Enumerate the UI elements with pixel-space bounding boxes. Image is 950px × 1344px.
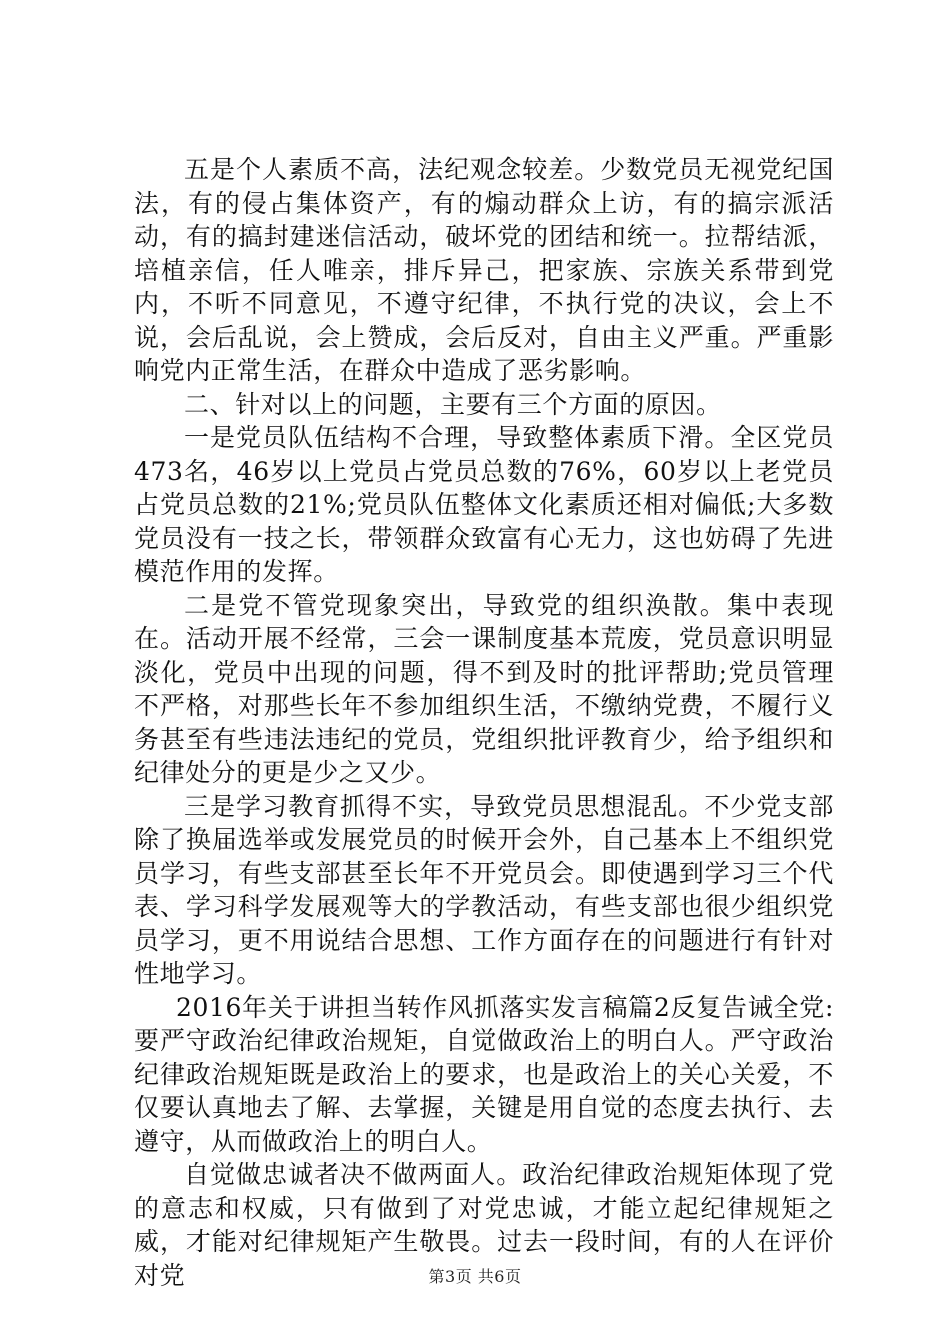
paragraph-study-education: 三是学习教育抓得不实，导致党员思想混乱。不少党支部除了换届选举或发展党员的时候开会外，自己基本上不组织党员学习，有些支部甚至长年不开党员会。即使遇到学习三个代表、学习科学发展观等大的学教活动，有些支部也很少组织党员学习，更不用说结合思想、工作方面存在的问题进行有针对性地学习。	[134, 791, 834, 988]
paragraph-personal-quality: 五是个人素质不高，法纪观念较差。少数党员无视党纪国法，有的侵占集体资产，有的煽动群众上访，有的搞宗派活动，有的搞封建迷信活动，破坏党的团结和统一。拉帮结派，培植亲信，任人唯亲，排斥异己，把家族、宗族关系带到党内，不听不同意见，不遵守纪律，不执行党的决议，会上不说，会后乱说，会上赞成，会后反对，自由主义严重。严重影响党内正常生活，在群众中造成了恶劣影响。	[134, 155, 834, 385]
paragraph-section-two-heading: 二、针对以上的问题，主要有三个方面的原因。	[184, 389, 722, 419]
paragraph-speech-article-two: 2016年关于讲担当转作风抓落实发言稿篇2反复告诫全党:要严守政治纪律政治规矩，自觉做政治上的明白人。严守政治纪律政治规矩既是政治上的要求，也是政治上的关心关爱，不仅要认真地去了解、去掌握，关键是用自觉的态度去执行、去遵守，从而做政治上的明白人。	[134, 992, 834, 1156]
paragraph-loyalty: 自觉做忠诚者决不做两面人。政治纪律政治规矩体现了党的意志和权威，只有做到了对党忠诚，才能立起纪律规矩之威，才能对纪律规矩产生敬畏。过去一段时间，有的人在评价对党	[134, 1160, 834, 1290]
paragraph-member-structure: 一是党员队伍结构不合理，导致整体素质下滑。全区党员473名，46岁以上党员占党员总数的76%，60岁以上老党员占党员总数的21%;党员队伍整体文化素质还相对偏低;大多数党员没有一技之长，带领群众致富有心无力，这也妨碍了先进模范作用的发挥。	[134, 423, 834, 586]
paragraph-party-management: 二是党不管党现象突出，导致党的组织涣散。集中表现在。活动开展不经常，三会一课制度基本荒废，党员意识明显淡化，党员中出现的问题，得不到及时的批评帮助;党员管理不严格，对那些长年不参加组织生活，不缴纳党费，不履行义务甚至有些违法违纪的党员，党组织批评教育少，给予组织和纪律处分的更是少之又少。	[134, 590, 834, 787]
document-body	[134, 153, 834, 1292]
page-footer: 第3页 共6页	[428, 1267, 522, 1286]
